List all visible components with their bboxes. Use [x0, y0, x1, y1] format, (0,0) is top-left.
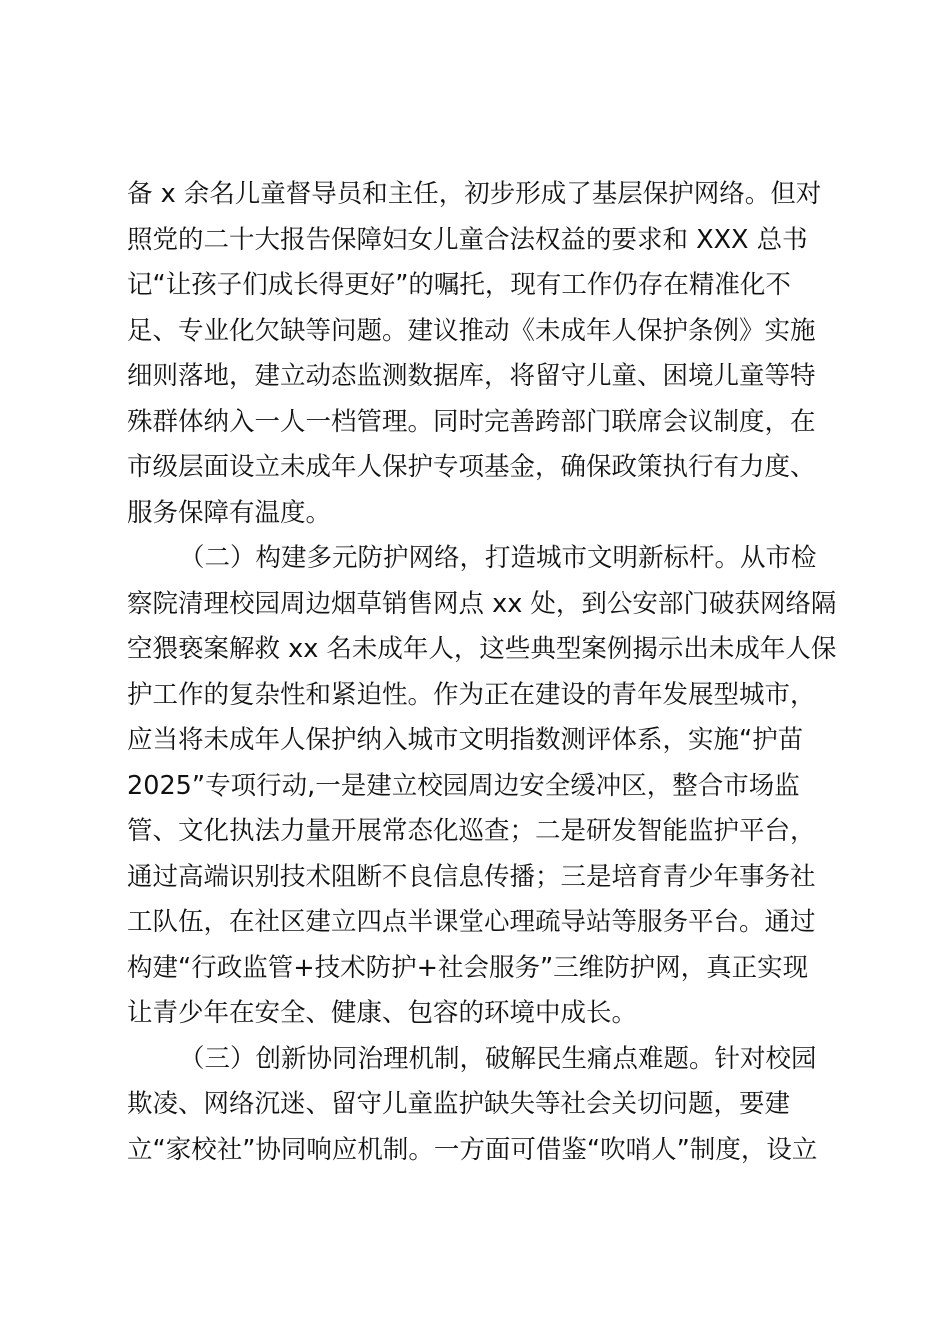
text-line: 欺凌、网络沉迷、留守儿童监护缺失等社会关切问题，要建	[127, 1089, 791, 1119]
text-line: 照党的二十大报告保障妇女儿童合法权益的要求和 XXX 总书	[127, 224, 808, 255]
text-line: 空猥亵案解救 xx 名未成年人，这些典型案例揭示出未成年人保	[127, 634, 837, 664]
text-line: 通过高端识别技术阻断不良信息传播；三是培育青少年事务社	[127, 861, 816, 892]
text-line: 应当将未成年人保护纳入城市文明指数测评体系，实施“护苗	[127, 725, 804, 755]
text-line: 管、文化执法力量开展常态化巡查；二是研发智能监护平台，	[127, 816, 816, 846]
paragraph-heading-line: （二）构建多元防护网络，打造城市文明新标杆。从市检	[179, 543, 817, 573]
text-line: 市级层面设立未成年人保护专项基金，确保政策执行有力度、	[127, 452, 816, 482]
text-line: 服务保障有温度。	[127, 497, 332, 528]
text-line: 细则落地，建立动态监测数据库，将留守儿童、困境儿童等特	[127, 361, 816, 391]
text-line: 构建“行政监管+技术防护+社会服务”三维防护网，真正实现	[127, 952, 809, 983]
text-line: 察院清理校园周边烟草销售网点 xx 处，到公安部门破获网络隔	[127, 588, 837, 619]
text-line: 让青少年在安全、健康、包容的环境中成长。	[127, 998, 638, 1028]
text-line: 备 x 余名儿童督导员和主任，初步形成了基层保护网络。但对	[127, 179, 822, 209]
text-line: 殊群体纳入一人一档管理。同时完善跨部门联席会议制度，在	[127, 406, 816, 437]
body-text	[127, 172, 837, 1173]
text-line: 护工作的复杂性和紧迫性。作为正在建设的青年发展型城市，	[127, 679, 816, 710]
text-line: 2025”专项行动,一是建立校园周边安全缓冲区，整合市场监	[127, 770, 800, 801]
text-line: 立“家校社”协同响应机制。一方面可借鉴“吹哨人”制度，设立	[127, 1134, 818, 1165]
text-line: 工队伍，在社区建立四点半课堂心理疏导站等服务平台。通过	[127, 907, 816, 937]
paragraph-heading-line: （三）创新协同治理机制，破解民生痛点难题。针对校园	[179, 1043, 817, 1074]
text-line: 记“让孩子们成长得更好”的嘱托，现有工作仍存在精准化不	[127, 270, 791, 300]
text-line: 足、专业化欠缺等问题。建议推动《未成年人保护条例》实施	[127, 315, 816, 346]
